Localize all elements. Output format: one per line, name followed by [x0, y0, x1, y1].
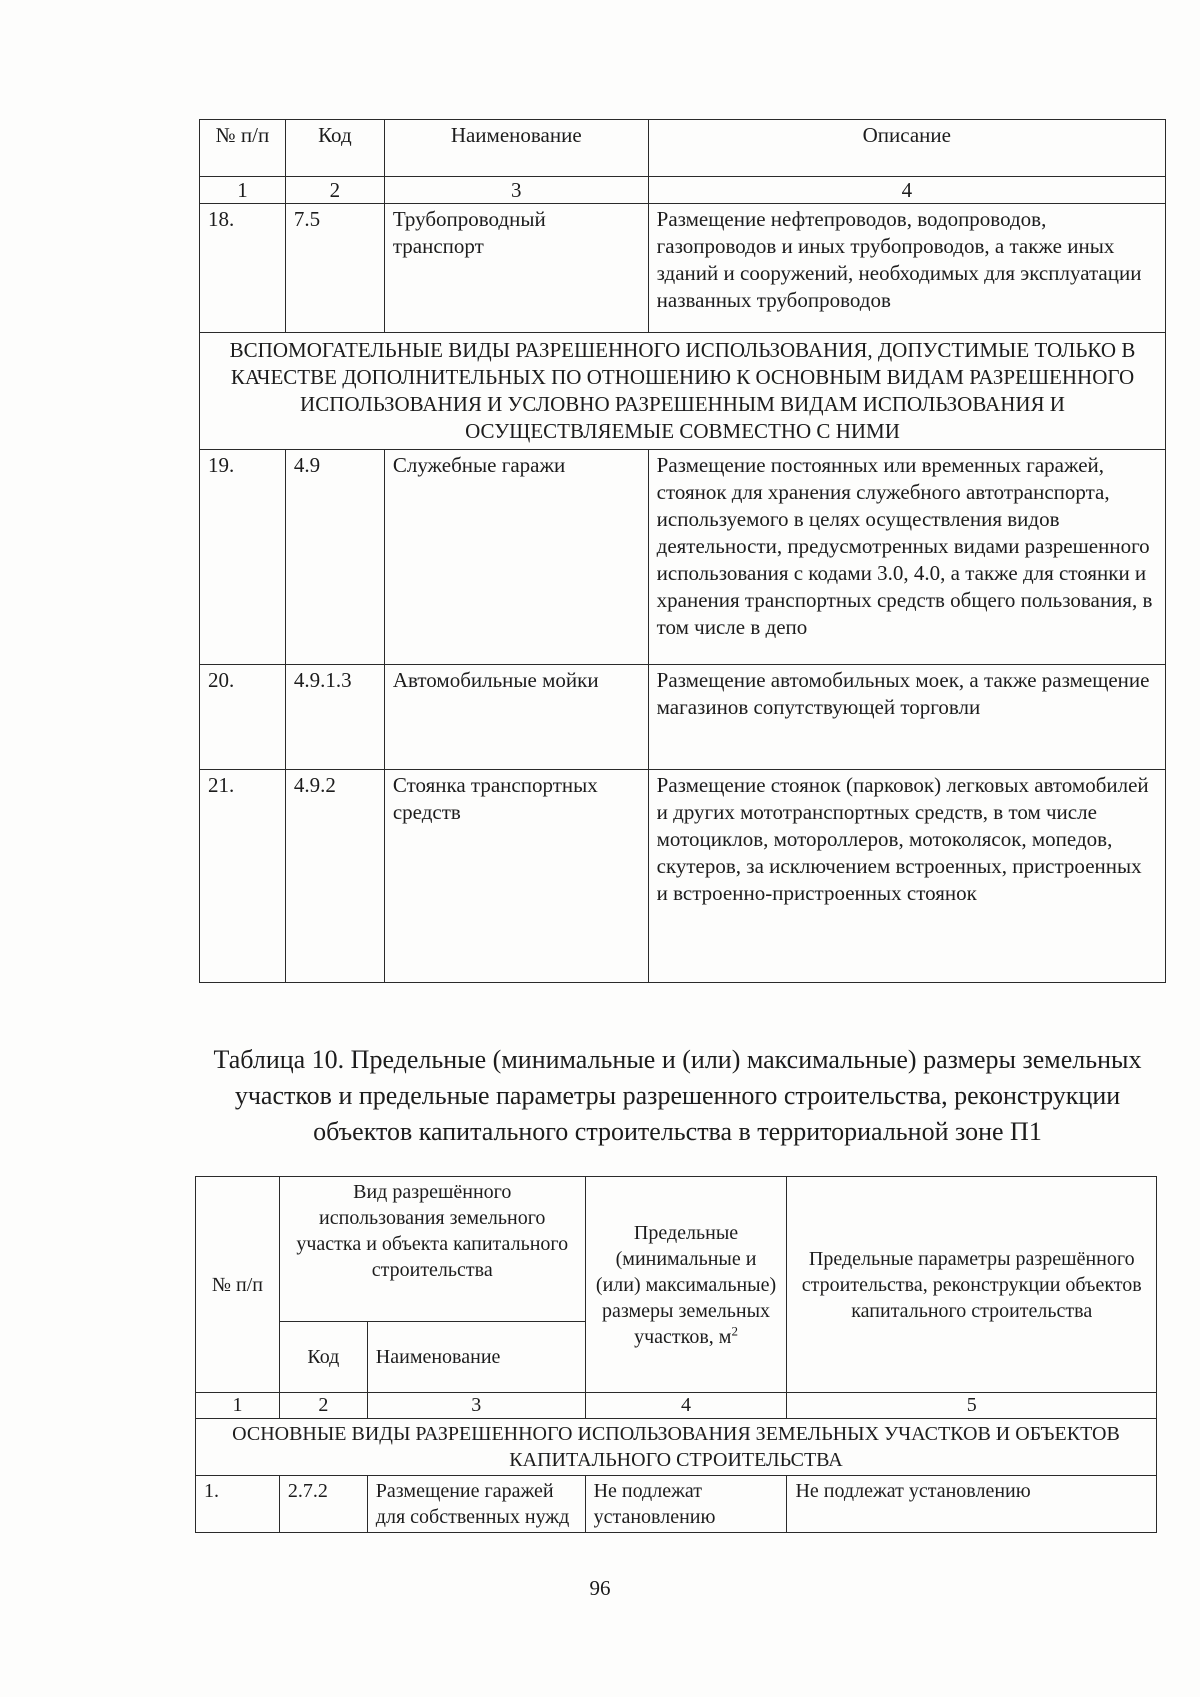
- row-code: 4.9.1.3: [285, 665, 384, 770]
- row-sizes: Не подлежат установлению: [585, 1476, 787, 1533]
- row-num: 19.: [200, 450, 286, 665]
- col-number: 3: [384, 177, 648, 204]
- table-header-row: [200, 120, 1166, 177]
- row-name: Стоянка транспортных средств: [384, 770, 648, 983]
- table-row: [200, 450, 1166, 665]
- col-number: 1: [196, 1393, 280, 1419]
- row-name: Автомобильные мойки: [384, 665, 648, 770]
- table-row: [200, 665, 1166, 770]
- col-number: 4: [648, 177, 1165, 204]
- row-description: Размещение постоянных или временных гаражей, стоянок для хранения служебного автотранспорта, используемого в целях осуществления видов деятельности, предусмотренных видами разрешенного использования с кодами 3.0, 4.0, а также для стоянки и хранения транспортных средств общего пользования, в том числе в депо: [648, 450, 1165, 665]
- col-number: 3: [367, 1393, 585, 1419]
- column-number-row: [196, 1393, 1157, 1419]
- row-description: Размещение автомобильных моек, а также размещение магазинов сопутствующей торговли: [648, 665, 1165, 770]
- row-code: 4.9: [285, 450, 384, 665]
- header-sizes: [585, 1177, 787, 1393]
- col-number: 5: [787, 1393, 1157, 1419]
- row-code: 2.7.2: [279, 1476, 367, 1533]
- col-number: 2: [285, 177, 384, 204]
- row-name: Служебные гаражи: [384, 450, 648, 665]
- row-name: Трубопроводный транспорт: [384, 204, 648, 333]
- row-description: Размещение стоянок (парковок) легковых автомобилей и других мототранспортных средств, в том числе мотоциклов, мотороллеров, мотоколясок, мопедов, скутеров, за исключением встроенных, пристроенных и встроенно-пристроенных стоянок: [648, 770, 1165, 983]
- header-params: Предельные параметры разрешённого строительства, реконструкции объектов капитального строительства: [787, 1177, 1157, 1393]
- col-number: 4: [585, 1393, 787, 1419]
- row-name: Размещение гаражей для собственных нужд: [367, 1476, 585, 1533]
- header-name: Наименование: [384, 120, 648, 177]
- header-description: Описание: [648, 120, 1165, 177]
- table-row: [196, 1476, 1157, 1533]
- table-caption: Таблица 10. Предельные (минимальные и (или) максимальные) размеры земельных участков и предельные параметры разрешенного строительства, реконструкции объектов капитального строительства в территориальной зоне П1: [213, 1045, 1142, 1146]
- row-code: 4.9.2: [285, 770, 384, 983]
- header-num: № п/п: [200, 120, 286, 177]
- row-num: 18.: [200, 204, 286, 333]
- row-num: 1.: [196, 1476, 280, 1533]
- column-number-row: [200, 177, 1166, 204]
- row-num: 20.: [200, 665, 286, 770]
- section-auxiliary-title: ВСПОМОГАТЕЛЬНЫЕ ВИДЫ РАЗРЕШЕННОГО ИСПОЛЬЗОВАНИЯ, ДОПУСТИМЫЕ ТОЛЬКО В КАЧЕСТВЕ ДОПОЛНИТЕЛЬНЫХ ПО ОТНОШЕНИЮ К ОСНОВНЫМ ВИДАМ РАЗРЕШЕННОГО ИСПОЛЬЗОВАНИЯ И УСЛОВНО РАЗРЕШЕННЫМ ВИДАМ ИСПОЛЬЗОВАНИЯ И ОСУЩЕСТВЛЯЕМЫЕ СОВМЕСТНО С НИМИ: [200, 333, 1166, 450]
- header-sizes-text: Предельные (минимальные и (или) максимальные) размеры земельных участков, м: [595, 1221, 777, 1348]
- row-params: Не подлежат установлению: [787, 1476, 1157, 1533]
- section-main-title: ОСНОВНЫЕ ВИДЫ РАЗРЕШЕННОГО ИСПОЛЬЗОВАНИЯ ЗЕМЕЛЬНЫХ УЧАСТКОВ И ОБЪЕКТОВ КАПИТАЛЬНОГО СТРОИТЕЛЬСТВА: [196, 1419, 1157, 1476]
- table-row: [200, 770, 1166, 983]
- header-sizes-sup: 2: [731, 1322, 738, 1338]
- header-code: Код: [285, 120, 384, 177]
- permitted-use-table: [199, 119, 1166, 983]
- section-row: [196, 1419, 1157, 1476]
- header-num: № п/п: [196, 1177, 280, 1393]
- header-code: Код: [279, 1322, 367, 1393]
- table-row: [200, 204, 1166, 333]
- table-header-row: [196, 1177, 1157, 1322]
- section-row: [200, 333, 1166, 450]
- page-number: 96: [589, 1576, 611, 1600]
- row-description: Размещение нефтепроводов, водопроводов, газопроводов и иных трубопроводов, а также иных зданий и сооружений, необходимых для эксплуатации названных трубопроводов: [648, 204, 1165, 333]
- limits-table: [195, 1176, 1157, 1533]
- header-name: Наименование: [367, 1322, 585, 1393]
- col-number: 2: [279, 1393, 367, 1419]
- col-number: 1: [200, 177, 286, 204]
- row-code: 7.5: [285, 204, 384, 333]
- row-num: 21.: [200, 770, 286, 983]
- header-kind: Вид разрешённого использования земельного участка и объекта капитального строительства: [279, 1177, 585, 1322]
